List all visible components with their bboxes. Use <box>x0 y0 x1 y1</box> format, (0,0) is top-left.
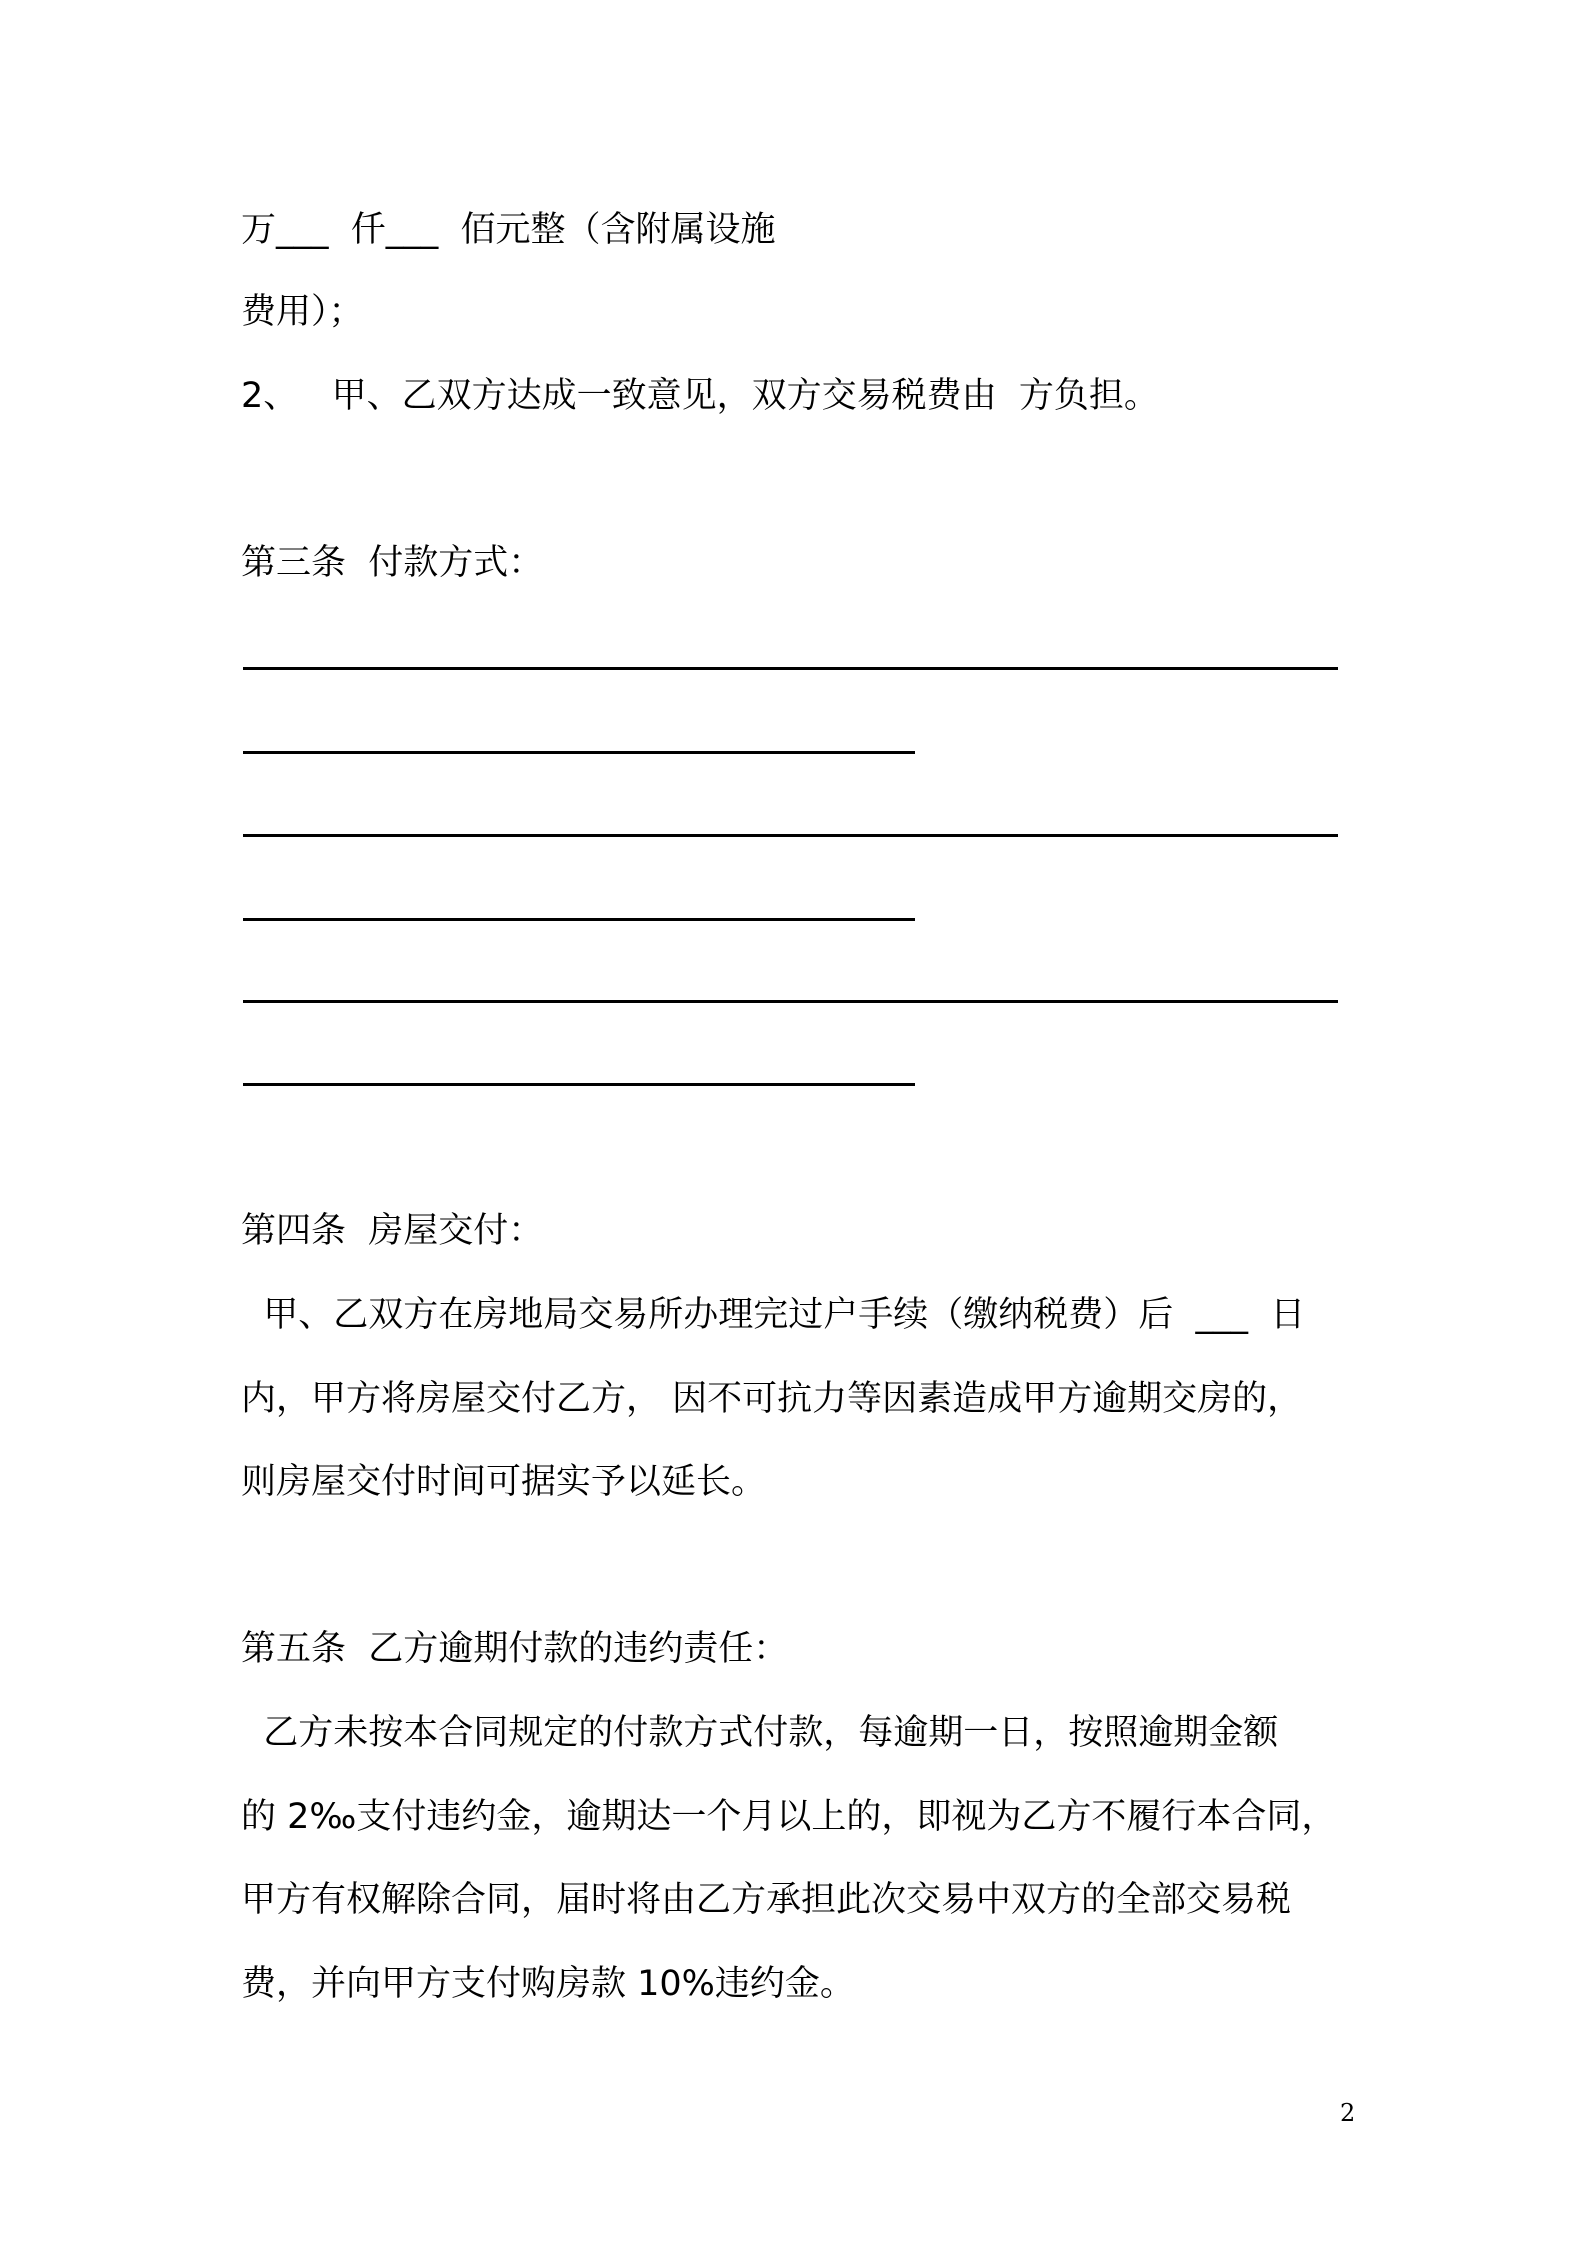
article-4-heading: 第四条 房屋交付： <box>241 1211 544 1251</box>
article-5-heading: 第五条 乙方逾期付款的违约责任： <box>241 1629 789 1669</box>
article-5-line-1: 乙方未按本合同规定的付款方式付款，每逾期一日，按照逾期金额 <box>241 1713 1279 1753</box>
page-number: 2 <box>1340 2099 1356 2127</box>
blank-rule-2 <box>243 751 915 754</box>
article-3-heading: 第三条 付款方式： <box>241 543 544 583</box>
article-5-line-4: 费，并向甲方支付购房款 10%违约金。 <box>241 1964 855 2004</box>
tax-clause: 2、 甲、乙双方达成一致意见，双方交易税费由 方负担。 <box>241 376 1159 416</box>
amount-line: 万___ 仟___ 佰元整（含附属设施 <box>241 210 776 250</box>
blank-rule-5 <box>243 1000 1338 1003</box>
blank-rule-1 <box>243 667 1338 670</box>
amount-line-cont: 费用）； <box>241 292 364 332</box>
article-5-line-2: 的 2‰支付违约金，逾期达一个月以上的，即视为乙方不履行本合同， <box>241 1797 1337 1837</box>
blank-rule-3 <box>243 834 1338 837</box>
article-4-line-2: 内，甲方将房屋交付乙方， 因不可抗力等因素造成甲方逾期交房的， <box>241 1379 1303 1419</box>
article-5-line-3: 甲方有权解除合同，届时将由乙方承担此次交易中双方的全部交易税 <box>241 1880 1292 1920</box>
blank-rule-6 <box>243 1083 915 1086</box>
article-4-line-3: 则房屋交付时间可据实予以延长。 <box>241 1462 767 1502</box>
blank-rule-4 <box>243 918 915 921</box>
article-4-line-1: 甲、乙双方在房地局交易所办理完过户手续（缴纳税费）后 ___ 日 <box>241 1295 1306 1335</box>
